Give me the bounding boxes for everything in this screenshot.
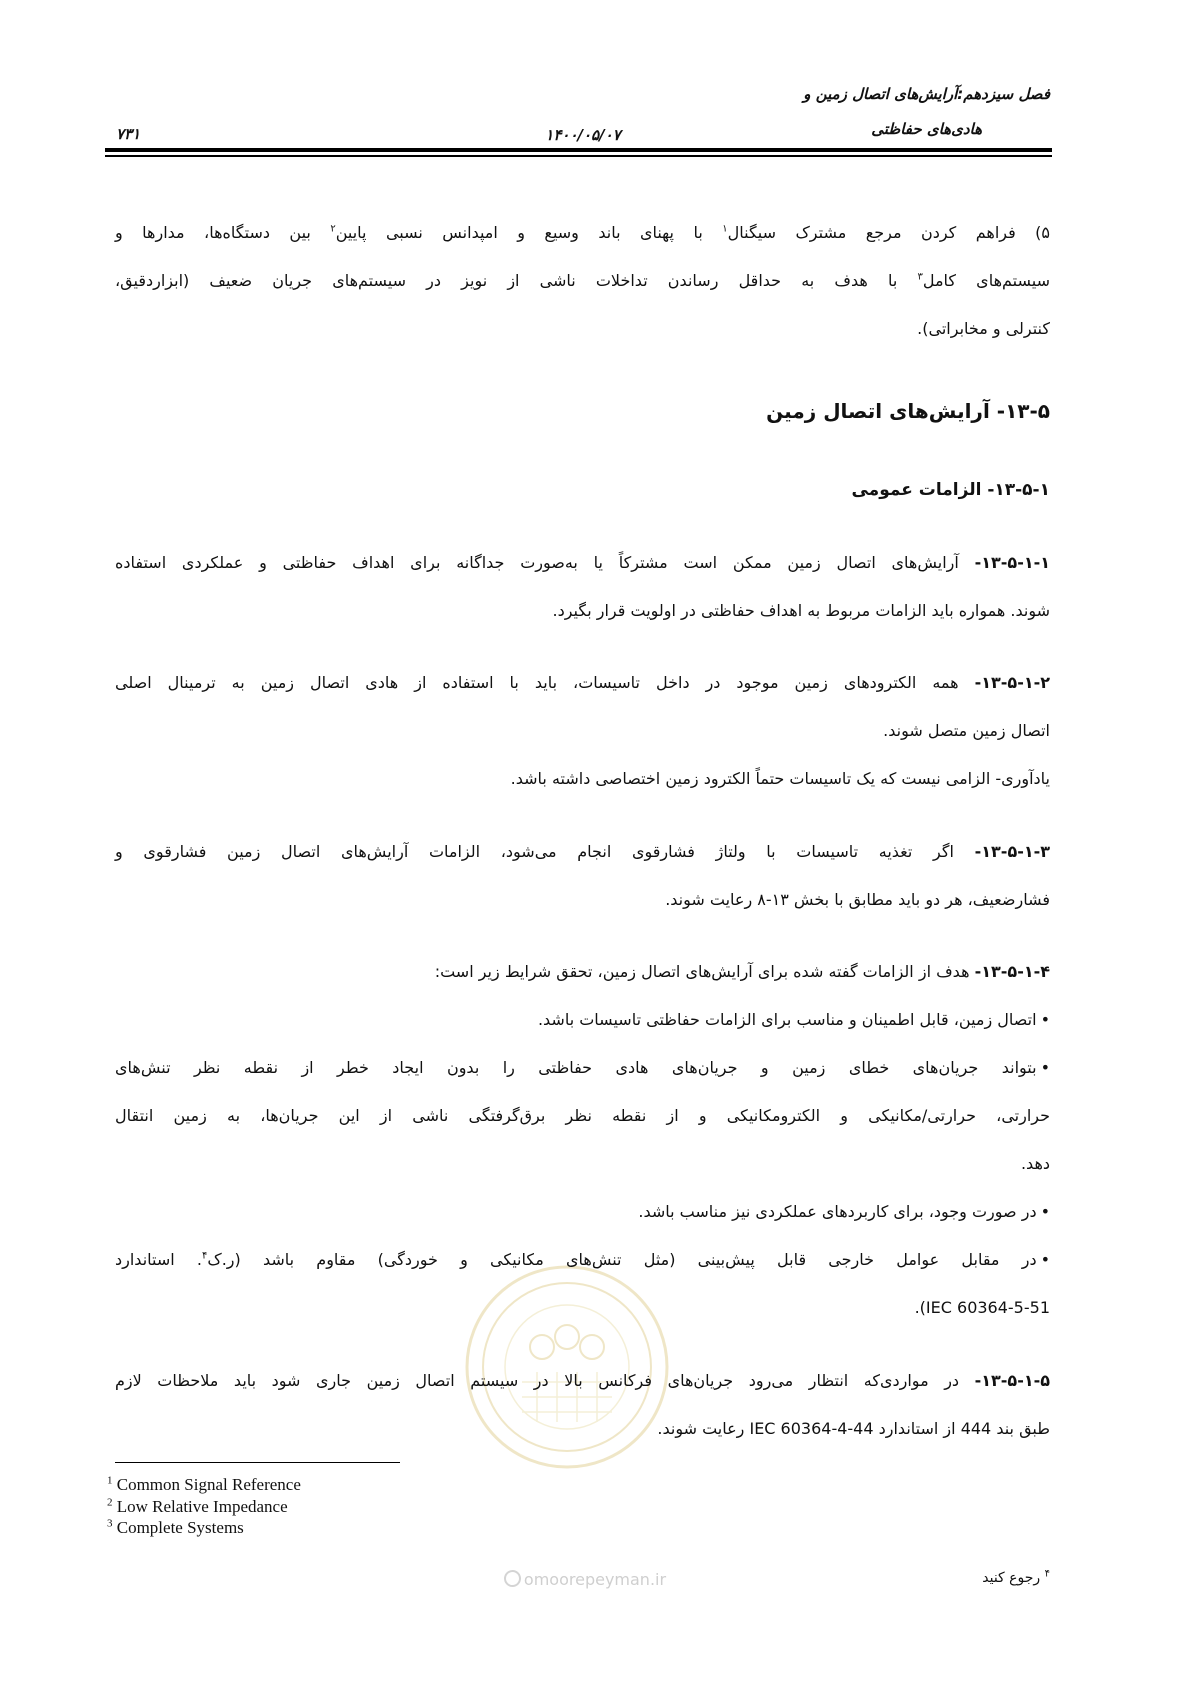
- clause-1: [115, 539, 1050, 635]
- bullet-item-2-line-2: حرارتی، حرارتی/مکانیکی و الکترومکانیکی و از نقطه نظر برق‌گرفتگی ناشی از این جریان‌ها، به زمین انتقال: [115, 1106, 1050, 1125]
- clause-5: [115, 1357, 1050, 1453]
- page-number: ۷۳۱: [116, 125, 141, 143]
- clause-3: [115, 828, 1050, 924]
- circle-logo-icon: [504, 1570, 521, 1587]
- header-rule-thick: [105, 148, 1052, 152]
- item-5-paragraph: [115, 209, 1050, 353]
- bullet-item-1: [115, 996, 1050, 1044]
- footnote-text: رجوع کنید: [982, 1570, 1041, 1586]
- bullet-item-3: [115, 1188, 1050, 1236]
- subsection-heading: ۱۳-۵-۱- الزامات عمومی: [851, 480, 1050, 500]
- footnote-number: 2: [107, 1495, 113, 1508]
- clause-line: طبق بند 444 از استاندارد IEC 60364-4-44 رعایت شوند.: [657, 1419, 1050, 1438]
- section-heading: ۱۳-۵- آرایش‌های اتصال زمین: [766, 399, 1050, 423]
- text-run: هدف از الزامات گفته شده برای آرایش‌های اتصال زمین، تحقق شرایط زیر است:: [434, 962, 970, 981]
- footnote-text: Complete Systems: [116, 1518, 244, 1537]
- text-run: در مقابل عوامل خارجی قابل پیش‌بینی (مثل تنش‌های مکانیکی و خوردگی) مقاوم باشد (ر.ک: [207, 1250, 1037, 1269]
- clause-line: [115, 1357, 1050, 1405]
- footnote-1: [107, 1474, 301, 1496]
- clause-line: شوند. همواره باید الزامات مربوط به اهداف حفاظتی در اولویت قرار بگیرد.: [552, 601, 1050, 620]
- text-run: در مواردی‌که انتظار می‌رود جریان‌های فرکانس بالا در سیستم اتصال زمین جاری شود باید ملاحظات لازم: [115, 1371, 960, 1390]
- footnote-ref: ۱: [722, 223, 728, 235]
- clause-number: ۱۳-۵-۱-۵-: [974, 1371, 1050, 1390]
- text-run: آرایش‌های اتصال زمین ممکن است مشترکاً یا به‌صورت جداگانه برای اهداف حفاظتی و عملکردی استفاده: [115, 553, 959, 572]
- clause-line: [115, 659, 1050, 707]
- clause-line: اتصال زمین متصل شوند.: [883, 721, 1050, 740]
- clause-number: ۱۳-۵-۱-۴-: [974, 962, 1050, 981]
- footnote-ref: ۴: [202, 1250, 208, 1262]
- bullet-icon: •: [1040, 1250, 1051, 1269]
- text-run: اگر تغذیه تاسیسات با ولتاژ فشارقوی انجام می‌شود، الزامات آرایش‌های اتصال زمین فشارقوی و: [115, 842, 954, 861]
- header-date: ۱۴۰۰/۰۵/۰۷: [545, 126, 621, 144]
- section-heading-block: [115, 387, 1050, 435]
- clause-2: [115, 659, 1050, 803]
- footnote-number: 1: [107, 1474, 113, 1487]
- clause-4: [115, 948, 1050, 1332]
- clause-number: ۱۳-۵-۱-۱-: [974, 553, 1050, 572]
- watermark-text: omoorepeyman.ir: [523, 1570, 667, 1589]
- footnote-2: [107, 1496, 301, 1518]
- footnote-ref: ۳: [917, 271, 923, 283]
- bullet-icon: •: [1040, 1058, 1050, 1077]
- text-run: سیستم‌های کامل: [922, 271, 1050, 290]
- bullet-item-4-line-1: [115, 1236, 1050, 1284]
- chapter-title-line1: فصل سیزدهم:آرایش‌های اتصال زمین و: [803, 85, 1050, 103]
- footnote-3: [107, 1517, 301, 1539]
- clause-line: [115, 828, 1050, 876]
- footnote-number: 3: [107, 1517, 113, 1530]
- clause-line: [115, 948, 1050, 996]
- clause-line: فشارضعیف، هر دو باید مطابق با بخش ۱۳-۸ رعایت شوند.: [665, 890, 1050, 909]
- footnote-separator: [115, 1462, 400, 1463]
- chapter-title: [803, 77, 1050, 147]
- item-5-line-2: [115, 257, 1050, 305]
- footnote-text: Low Relative Impedance: [116, 1496, 288, 1516]
- bullet-item-4-line-2: IEC 60364-5-51).: [914, 1298, 1050, 1317]
- chapter-title-line2: هادی‌های حفاظتی: [871, 120, 982, 138]
- bullet-icon: •: [1040, 1010, 1050, 1029]
- bullet-icon: •: [1040, 1202, 1050, 1221]
- clause-note: یادآوری- الزامی نیست که یک تاسیسات حتماً الکترود زمین اختصاصی داشته باشد.: [510, 769, 1050, 788]
- bullet-item-2-line-1: [115, 1044, 1050, 1092]
- item-5-line-1: [115, 209, 1050, 257]
- header-rule-thin: [105, 155, 1052, 157]
- item-5-line-3: کنترلی و مخابراتی).: [917, 319, 1050, 338]
- clause-number: ۱۳-۵-۱-۲-: [974, 673, 1050, 692]
- footnote-4: [982, 1566, 1050, 1590]
- clause-line: [115, 539, 1050, 587]
- subsection-heading-block: [115, 466, 1050, 514]
- text-run: بین دستگاه‌ها، مدارها و: [115, 223, 311, 242]
- footnote-number: ۴: [1044, 1568, 1050, 1580]
- text-run: بتواند جریان‌های خطای زمین و جریان‌های هادی حفاظتی را بدون ایجاد خطر از نقطه نظر تنش‌های: [115, 1058, 1037, 1077]
- footnote-ref: ۲: [330, 223, 336, 235]
- text-run: با پهنای باند وسیع و امپدانس نسبی پایین: [335, 223, 703, 242]
- text-run: در صورت وجود، برای کاربردهای عملکردی نیز مناسب باشد.: [638, 1202, 1037, 1221]
- text-run: . استاندارد: [115, 1250, 202, 1269]
- text-run: با هدف به حداقل رساندن تداخلات ناشی از نویز در سیستم‌های جریان ضعیف (ابزاردقیق،: [115, 271, 898, 290]
- footnote-text: Common Signal Reference: [116, 1475, 301, 1494]
- bullet-item-2-line-3: دهد.: [1020, 1154, 1050, 1173]
- watermark: [465, 1568, 705, 1592]
- footnotes: [107, 1474, 301, 1539]
- text-run: اتصال زمین، قابل اطمینان و مناسب برای الزامات حفاظتی تاسیسات باشد.: [537, 1010, 1037, 1029]
- text-run: همه الکترودهای زمین موجود در داخل تاسیسات، باید با استفاده از هادی اتصال زمین به ترمینال اصلی: [115, 673, 959, 692]
- text-run: ۵) فراهم کردن مرجع مشترک سیگنال: [727, 223, 1051, 242]
- clause-number: ۱۳-۵-۱-۳-: [974, 842, 1051, 861]
